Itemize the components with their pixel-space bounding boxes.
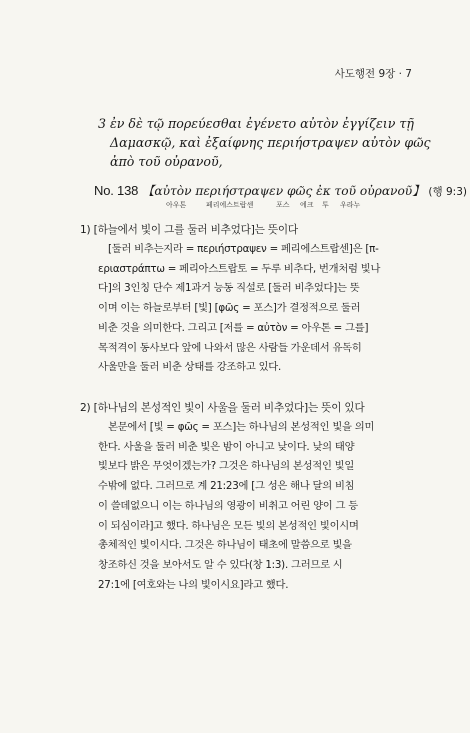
verse-line: Δαμασκῷ, καὶ ἐξαίφνης περιήστραψεν αὐτὸν φῶς bbox=[110, 135, 431, 150]
section-heading: 1) [하늘에서 빛이 그를 둘러 비추었다]는 뜻이다 bbox=[80, 224, 298, 236]
paragraph-line: 창조하신 것을 보아서도 알 수 있다(창 1:3). 그러므로 시 bbox=[98, 558, 343, 571]
paragraph-line: 이며 이는 하늘로부터 [빛] [φῶς = 포스]가 결정적으로 둘러 bbox=[98, 302, 361, 315]
section-body bbox=[80, 418, 430, 595]
word-entry bbox=[94, 183, 467, 212]
paragraph-line: 27:1에 [여호와는 나의 빛이시요]라고 했다. bbox=[98, 578, 289, 591]
transliteration-word: 아우톤 bbox=[166, 201, 187, 209]
entry-number: No. 138 bbox=[94, 183, 139, 198]
section-1 bbox=[80, 220, 430, 378]
paragraph-line: εριαστράπτω = 페리아스트랍토 = 두루 비추다, 번개처럼 빛나 bbox=[98, 262, 381, 275]
transliteration-word: 우라누 bbox=[340, 201, 361, 209]
paragraph-line: 이 쓸데없으니 이는 하나님의 영광이 비취고 어린 양이 그 등 bbox=[98, 499, 358, 512]
section-2 bbox=[80, 398, 430, 595]
transliteration-word: 투 bbox=[322, 201, 329, 209]
verse-line: 3 ἐν δὲ τῷ πορεύεσθαι ἐγένετο αὐτὸν ἐγγίζειν τῇ bbox=[98, 116, 414, 131]
paragraph-line: 비춘 것을 의미한다. 그리고 [저를 = αὐτὸν = 아우톤 = 그를] bbox=[98, 321, 369, 334]
paragraph-line: 다]의 3인칭 단수 제1과거 능동 직설로 [둘러 비추었다]는 뜻 bbox=[98, 282, 360, 295]
greek-verse bbox=[98, 114, 431, 171]
section-heading: 2) [하나님의 본성적인 빛이 사울을 둘러 비추었다]는 뜻이 있다 bbox=[80, 402, 365, 414]
transliteration-row bbox=[94, 200, 434, 212]
paragraph-line: 총체적인 빛이시다. 그것은 하나님이 태초에 말씀으로 빛을 bbox=[98, 539, 352, 552]
paragraph-line: 목적격이 동사보다 앞에 나와서 많은 사람들 가운데서 유독히 bbox=[98, 341, 362, 354]
paragraph-line: 한다. 사울을 둘러 비춘 빛은 밤이 아니고 낮이다. 낮의 태양 bbox=[98, 440, 355, 453]
paragraph-line: [둘러 비추는지라 = περιήστραψεν = 페리에스트랍센]은 [π- bbox=[108, 243, 379, 255]
verse-line: ἀπὸ τοῦ οὐρανοῦ, bbox=[110, 154, 223, 169]
transliteration-word: 에크 bbox=[300, 201, 314, 209]
paragraph-line: 수밖에 없다. 그러므로 계 21:23에 [그 성은 해나 달의 비침 bbox=[98, 480, 355, 493]
paragraph-line: 빛보다 밝은 무엇이겠는가? 그것은 하나님의 본성적인 빛일 bbox=[98, 460, 355, 473]
running-header: 사도행전 9장 · 7 bbox=[334, 68, 412, 80]
entry-reference: (행 9:3) bbox=[428, 186, 467, 198]
transliteration-word: 페리에스트랍센 bbox=[206, 201, 254, 209]
section-body bbox=[80, 240, 430, 378]
entry-greek-phrase: 【αὐτὸν περιήστραψεν φῶς ἐκ τοῦ οὐρανοῦ】 bbox=[142, 184, 425, 198]
paragraph-line: 이 되심이라]고 했다. 하나님은 모든 빛의 본성적인 빛이시며 bbox=[98, 519, 359, 532]
paragraph-line: 사울만을 둘러 비춘 상태를 강조하고 있다. bbox=[98, 361, 281, 374]
transliteration-word: 포스 bbox=[276, 201, 290, 209]
paragraph-line: 본문에서 [빛 = φῶς = 포스]는 하나님의 본성적인 빛을 의미 bbox=[108, 421, 375, 433]
